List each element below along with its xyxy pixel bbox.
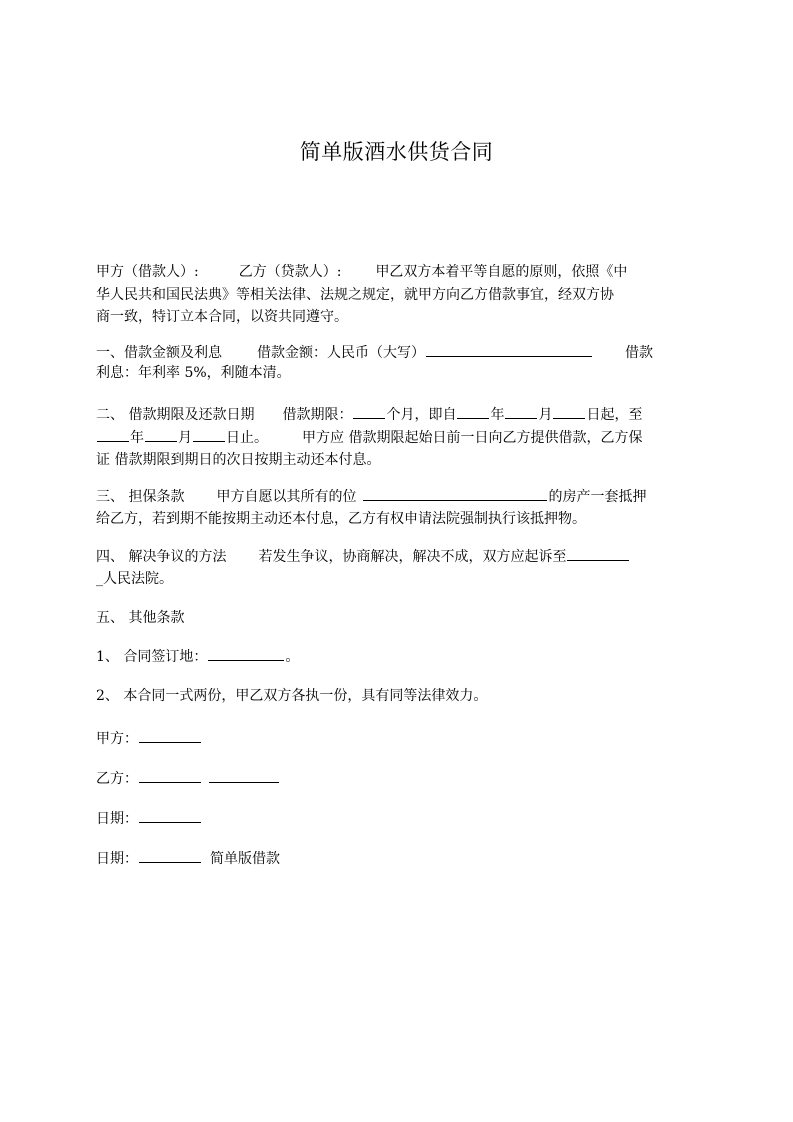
section2-line-2 [96, 427, 642, 450]
footer-note: 简单版借款 [210, 851, 280, 867]
date-1-label: 日期： [96, 811, 138, 827]
section1-line-2: 利息：年利率 5%，利随本清。 [96, 365, 291, 381]
end-year-blank[interactable] [97, 427, 129, 442]
section3-text-2: 的房产一套抵押 [548, 489, 647, 505]
party-b-signature-label: 乙方： [96, 771, 138, 787]
clause1-end: 。 [285, 649, 300, 665]
date-2-label: 日期： [96, 851, 138, 867]
section4-heading: 四、 解决争议的方法 [96, 549, 227, 565]
section4-line-1 [96, 546, 630, 569]
party-a-label: 甲方（借款人）: [96, 264, 199, 280]
court-blank-prefix: _ [96, 571, 103, 587]
party-a-signature-label: 甲方： [96, 731, 138, 747]
intro-line-3: 商一致，特订立本合同，以资共同遵守。 [96, 309, 348, 325]
intro-text-1: 甲乙双方本着平等自愿的原则，依照《中 [375, 264, 628, 280]
start-month-text: 月 [538, 407, 553, 423]
section2-line-1 [96, 404, 642, 427]
party-b-label: 乙方（贷款人）: [238, 264, 342, 280]
clause1-line [96, 646, 299, 669]
property-location-blank[interactable] [363, 486, 547, 501]
start-year-blank[interactable] [457, 404, 489, 419]
date-2-blank[interactable] [139, 848, 201, 863]
section4-line-2 [96, 568, 173, 591]
court-blank[interactable] [567, 546, 629, 561]
section1-tail: 借款 [625, 345, 653, 361]
section4-text-2: 人民法院。 [103, 571, 173, 587]
term-months-text: 个月，即自 [386, 407, 457, 423]
term-label: 借款期限： [282, 407, 353, 423]
section5-heading: 五、 其他条款 [96, 610, 185, 626]
clause2-line: 2、 本合同一式两份，甲乙双方各执一份，具有同等法律效力。 [96, 688, 488, 704]
party-b-signature-line [96, 768, 280, 791]
section3-line-1 [96, 486, 646, 509]
start-month-blank[interactable] [505, 404, 537, 419]
clause1-label: 1、 合同签订地： [96, 649, 208, 665]
end-day-blank[interactable] [193, 427, 225, 442]
section1-heading: 一、借款金额及利息 [96, 345, 222, 361]
section3-heading: 三、 担保条款 [96, 489, 185, 505]
section3-text-1: 甲方自愿以其所有的位 [216, 489, 357, 505]
end-year-text: 年 [130, 430, 144, 446]
date-2-line [96, 848, 280, 871]
end-month-text: 月 [178, 430, 192, 446]
party-a-signature-line [96, 728, 202, 751]
end-day-text: 日止。 [226, 430, 268, 446]
section3-line-2: 给乙方，若到期不能按期主动还本付息，乙方有权申请法院强制执行该抵押物。 [96, 511, 586, 527]
date-1-blank[interactable] [139, 808, 201, 823]
section2-line-3: 证 借款期限到期日的次日按期主动还本付息。 [96, 452, 381, 468]
section4-text-1: 若发生争议，协商解决，解决不成，双方应起诉至 [258, 549, 567, 565]
party-b-extra-blank[interactable] [209, 768, 279, 783]
start-day-text: 日起，至 [586, 407, 643, 423]
duty-a-text: 甲方应 借款期限起始日前一日向乙方提供借款，乙方保 [302, 430, 643, 446]
start-day-blank[interactable] [553, 404, 585, 419]
start-year-text: 年 [490, 407, 505, 423]
amount-label: 借款金额：人民币（大写） [257, 345, 425, 361]
intro-line-1 [96, 261, 627, 284]
end-month-blank[interactable] [145, 427, 177, 442]
term-months-blank[interactable] [353, 404, 385, 419]
party-b-signature-blank[interactable] [139, 768, 201, 783]
intro-line-2: 华人民共和国民法典》等相关法律、法规之规定，就甲方向乙方借款事宜，经双方协 [96, 287, 614, 303]
document-title: 简单版酒水供货合同 [299, 140, 494, 164]
amount-blank[interactable] [426, 342, 592, 357]
signing-place-blank[interactable] [208, 646, 284, 661]
party-a-signature-blank[interactable] [139, 728, 201, 743]
section2-heading: 二、 借款期限及还款日期 [96, 407, 255, 423]
date-1-line [96, 808, 202, 831]
